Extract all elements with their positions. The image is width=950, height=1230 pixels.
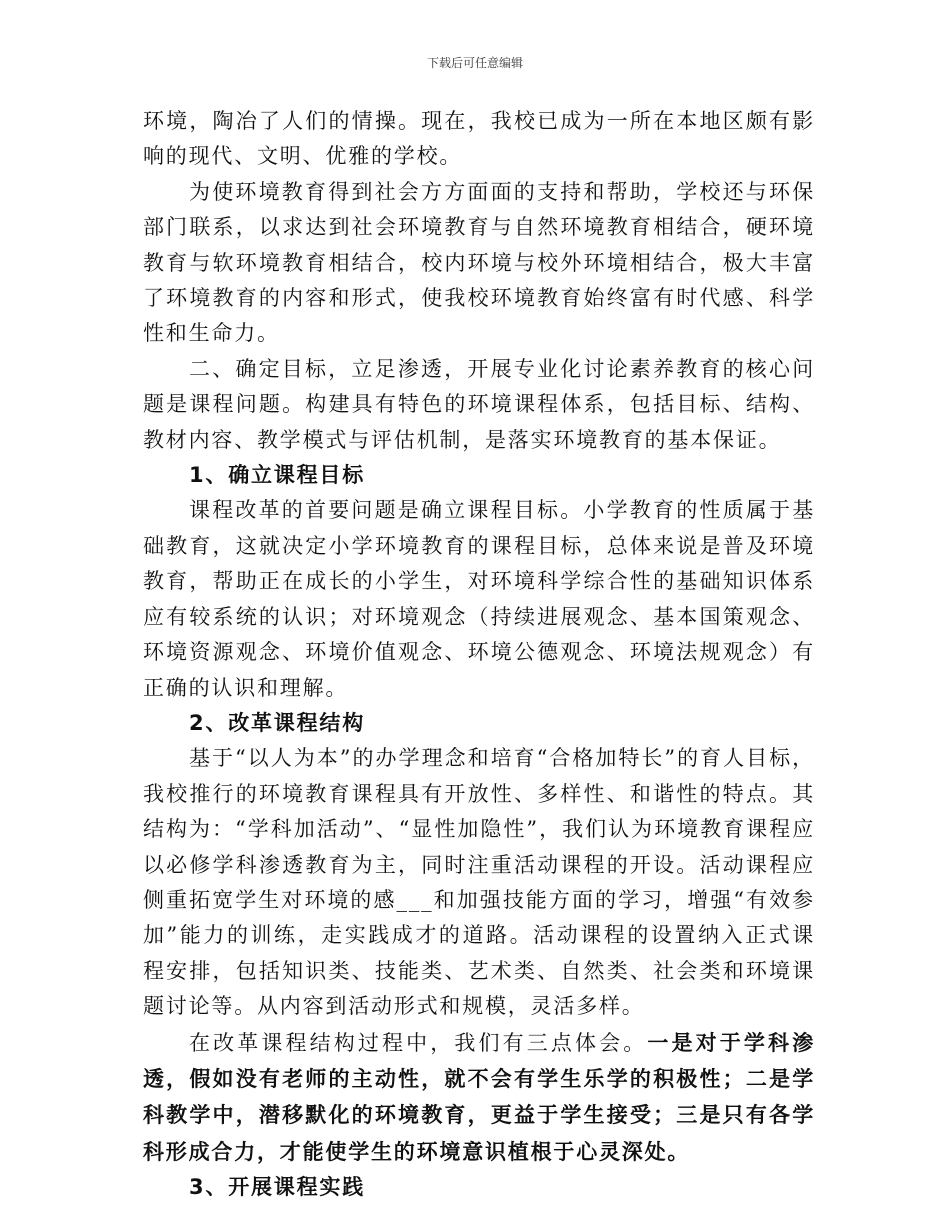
heading-course-structure: 2、改革课程结构 xyxy=(189,710,366,735)
document-body xyxy=(143,104,815,1206)
page-header: 下载后可任意编辑 xyxy=(426,56,523,70)
paragraph-continuation: 环境，陶冶了人们的情操。现在，我校已成为一所在本地区颇有影响的现代、文明、优雅的学校。 xyxy=(143,109,815,169)
paragraph-course-goal: 课程改革的首要问题是确立课程目标。小学教育的性质属于基础教育，这就决定小学环境教育的课程目标，总体来说是普及环境教育，帮助正在成长的小学生，对环境科学综合性的基础知识体系应有较系统的认识；对环境观念（持续进展观念、基本国策观念、环境资源观念、环境价值观念、环境公德观念、环境法规观念）有正确的认识和理解。 xyxy=(143,498,815,700)
reflections-bold: 一是对于学科渗透，假如没有老师的主动性，就不会有学生乐学的积极性；二是学科教学中，潜移默化的环境教育，更益于学生接受；三是只有各学科形成合力，才能使学生的环境意识植根于心灵深处。 xyxy=(143,1029,815,1164)
paragraph-section-two: 二、确定目标，立足渗透，开展专业化讨论素养教育的核心问题是课程问题。构建具有特色的环境课程体系，包括目标、结构、教材内容、教学模式与评估机制，是落实环境教育的基本保证。 xyxy=(143,356,815,452)
reflections-intro: 在改革课程结构过程中，我们有三点体会。 xyxy=(189,1030,648,1055)
heading-course-practice: 3、开展课程实践 xyxy=(189,1175,366,1200)
paragraph-course-structure: 基于“以人为本”的办学理念和培育“合格加特长”的育人目标，我校推行的环境教育课程具有开放性、多样性、和谐性的特点。其结构为：“学科加活动”、“显性加隐性”，我们认为环境教育课程应以必修学科渗透教育为主，同时注重活动课程的开设。活动课程应侧重拓宽学生对环境的感___和加强技能方面的学习，增强“有效参加”能力的训练，走实践成才的道路。活动课程的设置纳入正式课程安排，包括知识类、技能类、艺术类、自然类、社会类和环境课题讨论等。从内容到活动形式和规模，灵活多样。 xyxy=(143,746,815,1019)
paragraph-reflections xyxy=(143,1025,815,1171)
paragraph-support: 为使环境教育得到社会方方面面的支持和帮助，学校还与环保部门联系，以求达到社会环境教育与自然环境教育相结合，硬环境教育与软环境教育相结合，校内环境与校外环境相结合，极大丰富了环境教育的内容和形式，使我校环境教育始终富有时代感、科学性和生命力。 xyxy=(143,179,815,346)
heading-course-goal: 1、确立课程目标 xyxy=(189,463,366,488)
